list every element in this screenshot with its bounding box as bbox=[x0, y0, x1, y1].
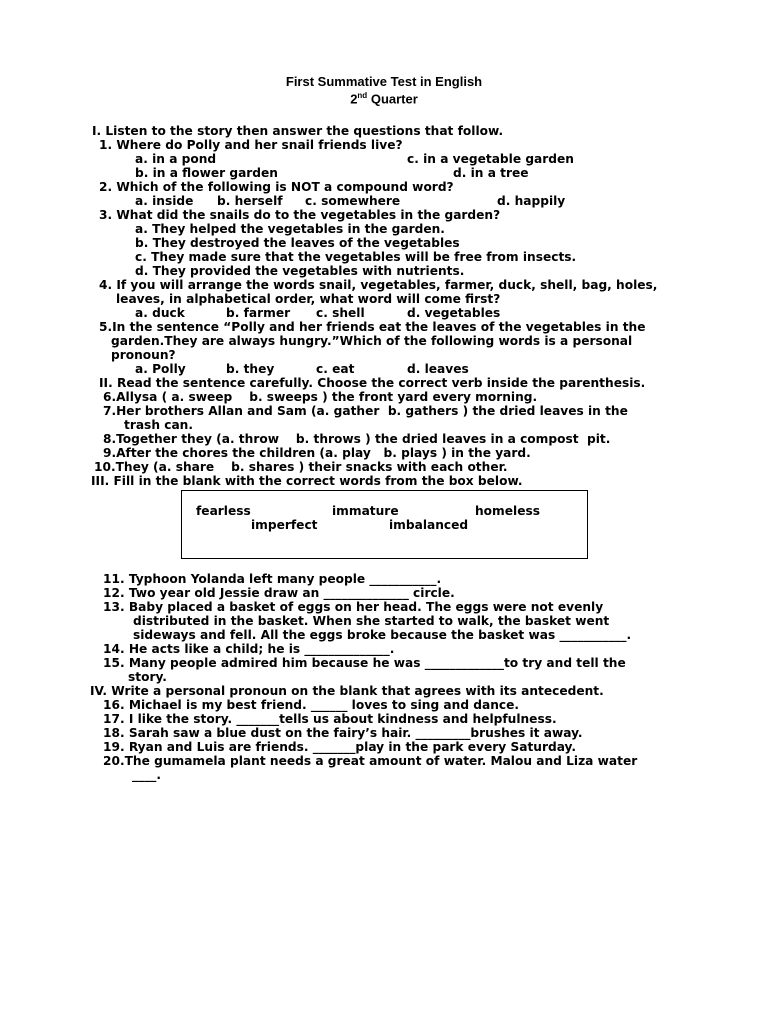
document-subtitle bbox=[0, 91, 768, 106]
q3-stem: 3. What did the snails do to the vegetables in the garden? bbox=[99, 208, 501, 222]
q14: 14. He acts like a child; he is ______________. bbox=[103, 642, 395, 656]
part3-heading: III. Fill in the blank with the correct words from the box below. bbox=[91, 474, 523, 488]
q2-option-a: a. inside bbox=[135, 194, 194, 208]
word-box bbox=[181, 490, 588, 559]
part1-heading: I. Listen to the story then answer the questions that follow. bbox=[92, 124, 504, 138]
q15-line2: story. bbox=[128, 670, 167, 684]
q4-option-d: d. vegetables bbox=[407, 306, 501, 320]
q3-option-b: b. They destroyed the leaves of the vegetables bbox=[135, 236, 460, 250]
quarter-suffix: nd bbox=[357, 91, 368, 100]
q5-stem-line3: pronoun? bbox=[111, 348, 176, 362]
q1-option-a: a. in a pond bbox=[135, 152, 217, 166]
word-imperfect: imperfect bbox=[251, 518, 318, 532]
q2-option-b: b. herself bbox=[217, 194, 283, 208]
word-immature: immature bbox=[332, 504, 399, 518]
q1-stem: 1. Where do Polly and her snail friends live? bbox=[99, 138, 403, 152]
part4-heading: IV. Write a personal pronoun on the blank that agrees with its antecedent. bbox=[90, 684, 604, 698]
q5-option-b: b. they bbox=[226, 362, 275, 376]
q13-line2: distributed in the basket. When she started to walk, the basket went bbox=[133, 614, 610, 628]
q7-line1: 7.Her brothers Allan and Sam (a. gather b. gathers ) the dried leaves in the bbox=[103, 404, 628, 418]
q4-option-b: b. farmer bbox=[226, 306, 291, 320]
q19: 19. Ryan and Luis are friends. _______play in the park every Saturday. bbox=[103, 740, 576, 754]
q4-stem-line1: 4. If you will arrange the words snail, vegetables, farmer, duck, shell, bag, holes, bbox=[99, 278, 658, 292]
q3-option-a: a. They helped the vegetables in the garden. bbox=[135, 222, 445, 236]
q13-line3: sideways and fell. All the eggs broke because the basket was ___________. bbox=[133, 628, 632, 642]
q5-stem-line1: 5.In the sentence “Polly and her friends eat the leaves of the vegetables in the bbox=[99, 320, 646, 334]
q1-option-d: d. in a tree bbox=[453, 166, 529, 180]
quarter-word: Quarter bbox=[370, 91, 418, 107]
part2-heading: II. Read the sentence carefully. Choose the correct verb inside the parenthesis. bbox=[99, 376, 646, 390]
q5-option-c: c. eat bbox=[316, 362, 355, 376]
q15-line1: 15. Many people admired him because he was _____________to try and tell the bbox=[103, 656, 626, 670]
word-homeless: homeless bbox=[475, 504, 540, 518]
word-fearless: fearless bbox=[196, 504, 251, 518]
q6: 6.Allysa ( a. sweep b. sweeps ) the front yard every morning. bbox=[103, 390, 538, 404]
q11: 11. Typhoon Yolanda left many people ___________. bbox=[103, 572, 442, 586]
q5-option-d: d. leaves bbox=[407, 362, 469, 376]
q12: 12. Two year old Jessie draw an ______________ circle. bbox=[103, 586, 455, 600]
q10: 10.They (a. share b. shares ) their snacks with each other. bbox=[94, 460, 508, 474]
q18: 18. Sarah saw a blue dust on the fairy’s hair. _________brushes it away. bbox=[103, 726, 583, 740]
document-title: First Summative Test in English bbox=[285, 74, 483, 89]
q2-stem: 2. Which of the following is NOT a compound word? bbox=[99, 180, 454, 194]
q3-option-d: d. They provided the vegetables with nutrients. bbox=[135, 264, 465, 278]
q4-option-c: c. shell bbox=[316, 306, 365, 320]
word-imbalanced: imbalanced bbox=[389, 518, 469, 532]
q4-stem-line2: leaves, in alphabetical order, what word will come first? bbox=[116, 292, 501, 306]
q3-option-c: c. They made sure that the vegetables will be free from insects. bbox=[135, 250, 577, 264]
q2-option-d: d. happily bbox=[497, 194, 566, 208]
q8: 8.Together they (a. throw b. throws ) the dried leaves in a compost pit. bbox=[103, 432, 611, 446]
q16: 16. Michael is my best friend. ______ loves to sing and dance. bbox=[103, 698, 520, 712]
q17: 17. I like the story. _______tells us about kindness and helpfulness. bbox=[103, 712, 557, 726]
q1-option-b: b. in a flower garden bbox=[135, 166, 278, 180]
q7-line2: trash can. bbox=[124, 418, 193, 432]
q13-line1: 13. Baby placed a basket of eggs on her head. The eggs were not evenly bbox=[103, 600, 604, 614]
q5-stem-line2: garden.They are always hungry.”Which of the following words is a personal bbox=[111, 334, 633, 348]
q20-line1: 20.The gumamela plant needs a great amount of water. Malou and Liza water bbox=[103, 754, 638, 768]
q9: 9.After the chores the children (a. play b. plays ) in the yard. bbox=[103, 446, 531, 460]
q2-option-c: c. somewhere bbox=[305, 194, 401, 208]
q20-line2: ____. bbox=[132, 768, 162, 782]
quarter-number: 2 bbox=[350, 91, 358, 107]
q5-option-a: a. Polly bbox=[135, 362, 186, 376]
q4-option-a: a. duck bbox=[135, 306, 185, 320]
q1-option-c: c. in a vegetable garden bbox=[407, 152, 574, 166]
